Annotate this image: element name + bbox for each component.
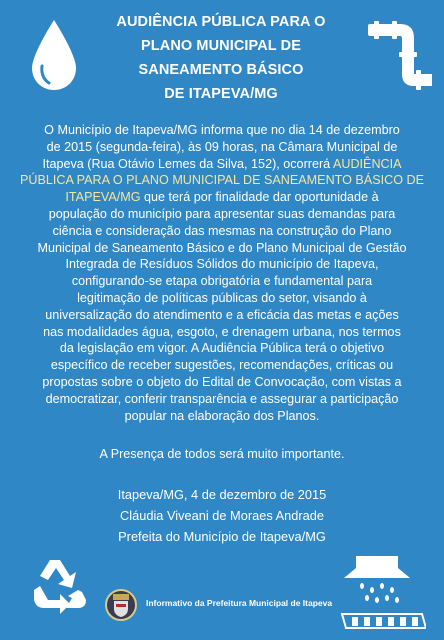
body-line-text: Itapeva (Rua Otávio Lemes da Silva, 152), ocorrerá: [42, 156, 333, 171]
body-line: nas modalidades água, esgoto, e drenagem urbana, nos termos: [43, 324, 401, 339]
body-highlight: AUDIÊNCIA: [332, 156, 402, 171]
closing-text: A Presença de todos será muito importante.: [99, 447, 345, 461]
announcement-body: [16, 122, 428, 424]
signature-name: Cláudia Viveani de Moraes Andrade: [120, 508, 324, 523]
body-line: [16, 189, 428, 206]
body-line: legitimação de políticas públicas do setor, visando à: [77, 290, 367, 305]
body-line: ciência e consideração das mesmas na construção do Plano: [52, 223, 392, 238]
water-drop-icon: [28, 18, 80, 92]
body-line: [16, 156, 428, 173]
body-line: O Município de Itapeva/MG informa que no dia 14 de dezembro: [44, 123, 400, 137]
body-line: universalização do atendimento e a eficácia das metas e ações: [45, 307, 399, 322]
body-highlight: PÚBLICA PARA O PLANO MUNICIPAL DE SANEAMENTO BÁSICO DE: [19, 173, 425, 188]
signature-role: Prefeita do Município de Itapeva/MG: [118, 529, 326, 544]
body-line: [16, 172, 428, 189]
signature-date: Itapeva/MG, 4 de dezembro de 2015: [117, 487, 327, 502]
body-line: específico de receber sugestões, recomendações, críticas ou: [50, 358, 394, 373]
body-highlight: ITAPEVA/MG: [65, 190, 141, 205]
body-line: da legislação em vigor. A Audiência Pública terá o objetivo: [59, 341, 385, 356]
pipe-icon: [368, 14, 432, 100]
signature-block: [16, 484, 428, 547]
body-line-text: que terá por finalidade dar oportunidade à: [140, 190, 379, 205]
page-title: [100, 10, 342, 106]
body-line: de 2015 (segunda-feira), às 09 horas, na Câmara Municipal de: [46, 139, 398, 154]
title-line: SANEAMENTO BÁSICO: [138, 62, 304, 78]
title-line: AUDIÊNCIA PÚBLICA PARA O: [116, 14, 326, 30]
title-line: DE ITAPEVA/MG: [164, 86, 278, 102]
shower-drain-icon: [340, 554, 426, 634]
body-line: Municipal de Saneamento Básico e do Plano Municipal de Gestão: [37, 240, 407, 255]
body-line: população do município para apresentar suas demandas para: [48, 206, 396, 221]
footer-text: Informativo da Prefeitura Municipal de Itapeva: [146, 598, 333, 608]
municipal-seal-icon: [104, 588, 138, 622]
body-line: propostas sobre o objeto do Edital de Convocação, com vistas a: [42, 374, 402, 389]
body-line: Integrada de Resíduos Sólidos do município de Itapeva,: [65, 257, 379, 272]
recycle-icon: [30, 556, 86, 614]
title-line: PLANO MUNICIPAL DE: [141, 38, 301, 54]
body-line: configurando-se etapa obrigatória e fundamental para: [71, 274, 373, 289]
body-line: democratizar, conferir transparência e assegurar a participação: [45, 391, 399, 406]
body-line: popular na elaboração dos Planos.: [124, 408, 320, 423]
